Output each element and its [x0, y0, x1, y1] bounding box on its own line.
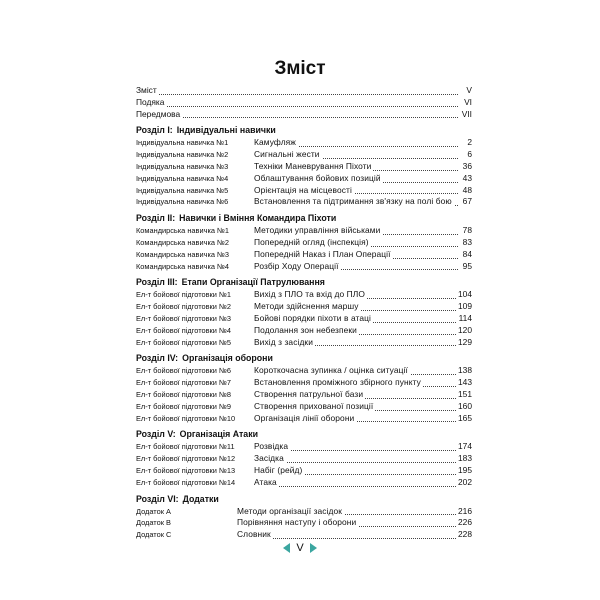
page-footer: [0, 542, 600, 554]
page-number: V: [296, 542, 304, 555]
toc-entry-title: Створення патрульної бази: [254, 388, 364, 399]
toc-entry-title: Вихід з засідки: [254, 336, 313, 347]
toc-entry-label: Ел-т бойової підготовки №14: [136, 477, 236, 487]
toc-entry[interactable]: [136, 249, 472, 261]
toc-entry-label: Індивідуальна навичка №2: [136, 150, 229, 160]
toc-page-number: 160: [458, 400, 472, 411]
toc-entry-label: Ел-т бойової підготовки №5: [136, 337, 232, 347]
dot-leader: [136, 94, 458, 95]
page-title: Зміст: [274, 58, 326, 79]
toc-entry-title: Камуфляж: [254, 137, 297, 148]
toc-entry-label: Командирська навичка №2: [136, 237, 230, 247]
toc-entry[interactable]: [136, 506, 472, 518]
toc-entry[interactable]: [136, 365, 472, 377]
toc-page-number: 226: [458, 517, 472, 528]
toc-entry-title: Бойові порядки піхоти в атаці: [254, 312, 371, 323]
toc-page-number: VII: [461, 108, 472, 119]
toc-entry-title: Встановлення та підтримання зв'язку на полі бою: [254, 196, 452, 207]
toc-front-entry[interactable]: [136, 109, 472, 121]
toc-entry-title: Методики управління військами: [254, 225, 381, 236]
toc-entry-title: Подолання зон небезпеки: [254, 324, 357, 335]
toc-entry-title: Методи здійснення маршу: [254, 301, 359, 312]
toc-entry-title: Розвідка: [254, 441, 289, 452]
toc-entry-title: Словник: [237, 529, 271, 540]
toc-page-number: 2: [467, 137, 472, 148]
section-number: Розділ III:: [136, 277, 178, 288]
toc-page-number: 109: [458, 301, 472, 312]
toc-page-number: 36: [462, 160, 472, 171]
toc-entry[interactable]: [136, 389, 472, 401]
toc-entry[interactable]: [136, 465, 472, 477]
toc-entry-label: Додаток В: [136, 518, 171, 528]
toc-entry-label: Командирська навичка №1: [136, 226, 230, 236]
toc-entry[interactable]: [136, 289, 472, 301]
toc-entry-title: Засідка: [254, 453, 284, 464]
toc-entry-label: Командирська навичка №4: [136, 261, 230, 271]
toc-entry-label: Ел-т бойової підготовки №2: [136, 302, 232, 312]
toc-entry[interactable]: [136, 401, 472, 413]
section-heading[interactable]: [136, 211, 472, 225]
toc-entry-title: Порівняння наступу і оборони: [237, 517, 357, 528]
toc-entry-label: Індивідуальна навичка №3: [136, 161, 229, 171]
toc-entry-label: Командирська навичка №3: [136, 249, 230, 259]
section-title: Навички і Вміння Командира Піхоти: [179, 213, 337, 224]
toc-entry[interactable]: [136, 413, 472, 425]
toc-entry-label: Індивідуальна навичка №4: [136, 173, 229, 183]
toc-page-number: 83: [462, 236, 472, 247]
toc-page-number: 104: [458, 289, 472, 300]
toc-page-number: 6: [467, 149, 472, 160]
toc-entry[interactable]: [136, 225, 472, 237]
toc-entry-title: Організація лінії оборони: [254, 412, 355, 423]
toc-entry-label: Додаток С: [136, 530, 172, 540]
toc-page-number: 120: [458, 324, 472, 335]
section-heading[interactable]: [136, 275, 472, 289]
section-number: Розділ I:: [136, 125, 173, 136]
toc-page-number: 151: [458, 388, 472, 399]
toc-entry-title: Сигнальні жести: [254, 149, 320, 160]
toc-entry-title: Короткочасна зупинка / оцінка ситуації: [254, 365, 408, 376]
toc-entry-label: Ел-т бойової підготовки №4: [136, 325, 232, 335]
section-heading[interactable]: [136, 351, 472, 365]
toc-entry-title: Попередній огляд (інспекція): [254, 236, 369, 247]
toc-entry-label: Ел-т бойової підготовки №11: [136, 442, 235, 452]
toc-entry-title: Створення прихованої позиції: [254, 400, 374, 411]
section-number: Розділ II:: [136, 213, 176, 224]
section-number: Розділ V:: [136, 429, 176, 440]
toc-entry[interactable]: [136, 137, 472, 149]
toc-page-number: 129: [458, 336, 472, 347]
section-title: Організація Атаки: [179, 429, 259, 440]
toc-entry-label: Ел-т бойової підготовки №1: [136, 290, 232, 300]
toc-page-number: 183: [458, 453, 472, 464]
toc-page-number: 84: [462, 248, 472, 259]
toc-entry-title: Попередній Наказ і План Операції: [254, 248, 391, 259]
toc-entry[interactable]: [136, 477, 472, 489]
toc-front-entry[interactable]: [136, 85, 472, 97]
section-number: Розділ IV:: [136, 353, 179, 364]
toc-page-number: 195: [458, 464, 472, 475]
toc-entry[interactable]: [136, 237, 472, 249]
toc-entry-title: Атака: [254, 476, 277, 487]
toc-page-number: 165: [458, 412, 472, 423]
section-number: Розділ VI:: [136, 493, 179, 504]
toc-entry-label: Ел-т бойової підготовки №13: [136, 465, 236, 475]
toc-entry-title: Подяка: [136, 96, 165, 107]
toc-entry[interactable]: [136, 301, 472, 313]
toc-page-number: 174: [458, 441, 472, 452]
toc-entry[interactable]: [136, 173, 472, 185]
toc-entry-title: Передмова: [136, 108, 181, 119]
toc-entry-label: Ел-т бойової підготовки №3: [136, 313, 232, 323]
toc-entry[interactable]: [136, 529, 472, 541]
toc-entry-title: Зміст: [136, 85, 157, 95]
toc-entry-label: Ел-т бойової підготовки №7: [136, 378, 232, 388]
toc-page-number: 228: [458, 529, 472, 540]
toc-entry[interactable]: [136, 161, 472, 173]
toc-entry-label: Індивідуальна навичка №1: [136, 138, 229, 148]
toc-page-number: 48: [462, 184, 472, 195]
section-title: Додатки: [182, 493, 219, 504]
toc-entry-label: Ел-т бойової підготовки №12: [136, 454, 236, 464]
section-heading[interactable]: [136, 123, 472, 137]
section-heading[interactable]: [136, 492, 472, 506]
triangle-left-icon[interactable]: [283, 543, 290, 553]
toc-page-number: 43: [462, 172, 472, 183]
toc-entry-label: Ел-т бойової підготовки №6: [136, 366, 232, 376]
toc-entry-title: Техніки Маневрування Піхоти: [254, 160, 372, 171]
toc-page-number: 95: [462, 260, 472, 271]
toc-front-entry[interactable]: [136, 97, 472, 109]
toc-entry-title: Встановлення проміжного збірного пункту: [254, 377, 421, 388]
toc-entry-label: Ел-т бойової підготовки №10: [136, 413, 236, 423]
toc-page-number: 138: [458, 365, 472, 376]
triangle-right-icon[interactable]: [310, 543, 317, 553]
dot-leader: [136, 117, 458, 118]
toc-entry[interactable]: [136, 325, 472, 337]
toc-entry-label: Ел-т бойової підготовки №8: [136, 389, 232, 399]
toc-entry-title: Розбір Ходу Операції: [254, 260, 339, 271]
section-heading[interactable]: [136, 427, 472, 441]
toc-entry-label: Індивідуальна навичка №6: [136, 197, 229, 207]
toc-entry-title: Орієнтація на місцевості: [254, 184, 352, 195]
toc-entry-title: Методи організації засідок: [237, 505, 343, 516]
toc-entry[interactable]: [136, 313, 472, 325]
section-title: Організація оборони: [182, 353, 273, 364]
toc-entry[interactable]: [136, 453, 472, 465]
toc-entry-title: Вихід з ПЛО та вхід до ПЛО: [254, 289, 365, 300]
toc-entry[interactable]: [136, 149, 472, 161]
toc-entry[interactable]: [136, 517, 472, 529]
toc-page-number: VI: [464, 96, 472, 107]
dot-leader: [254, 486, 458, 487]
toc-entry-label: Індивідуальна навичка №5: [136, 185, 229, 195]
toc-page-number: 78: [462, 225, 472, 236]
toc-entry[interactable]: [136, 337, 472, 349]
toc-entry[interactable]: [136, 261, 472, 273]
toc-entry-title: Облаштування бойових позицій: [254, 172, 381, 183]
section-title: Індивідуальні навички: [176, 125, 276, 136]
toc-page-number: 67: [462, 196, 472, 207]
toc-entry[interactable]: [136, 185, 472, 197]
toc-entry[interactable]: [136, 441, 472, 453]
toc-entry-title: Набіг (рейд): [254, 464, 303, 475]
toc-page-number: 114: [458, 312, 472, 323]
toc-entry-label: Додаток А: [136, 506, 171, 516]
toc-page-number: 216: [458, 505, 472, 516]
section-title: Етапи Організації Патрулювання: [181, 277, 325, 288]
toc-page-number: 202: [458, 476, 472, 487]
table-of-contents: [136, 85, 472, 541]
toc-page-number: 143: [458, 377, 472, 388]
toc-entry[interactable]: [136, 377, 472, 389]
dot-leader: [136, 106, 458, 107]
toc-page-number: V: [466, 85, 472, 95]
toc-entry-label: Ел-т бойової підготовки №9: [136, 401, 232, 411]
toc-entry[interactable]: [136, 196, 472, 208]
